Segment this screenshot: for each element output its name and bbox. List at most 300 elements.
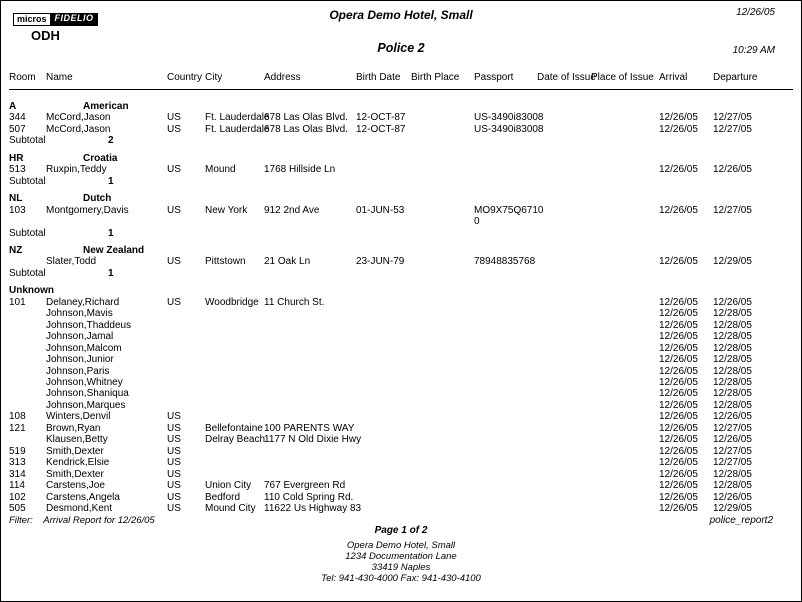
cell-birth_place: [411, 205, 474, 228]
cell-arrival: 12/26/05: [659, 388, 698, 400]
cell-room: [9, 320, 46, 331]
cell-departure: 12/26/05: [713, 164, 752, 176]
cell-birth_date: [356, 400, 411, 411]
cell-address: 912 2nd Ave: [264, 204, 320, 216]
cell-arrival: 12/26/05: [659, 468, 698, 480]
cell-departure: 12/26/05: [713, 296, 752, 308]
cell-city: Delray Beach: [205, 434, 266, 446]
table-row: [9, 205, 801, 228]
cell-arrival: 12/26/05: [659, 296, 698, 308]
table-row: [9, 411, 801, 422]
cell-name: Johnson,Junior: [46, 354, 114, 366]
footer-address-line1: 1234 Documentation Lane: [345, 551, 457, 562]
cell-passport: [474, 480, 545, 491]
cell-country: [167, 354, 205, 365]
cell-country: US: [167, 457, 181, 469]
cell-name: Smith,Dexter: [46, 445, 104, 457]
cell-departure: 12/28/05: [713, 468, 752, 480]
table-row: [9, 423, 801, 434]
cell-room: 101: [9, 296, 26, 308]
cell-address: [264, 354, 356, 365]
cell-country: US: [167, 112, 181, 124]
hotel-address-block: [1, 540, 801, 584]
cell-country: US: [167, 164, 181, 176]
table-row: [9, 434, 801, 445]
cell-birth_place: [411, 423, 474, 434]
cell-departure: 12/28/05: [713, 331, 752, 343]
cell-departure: 12/28/05: [713, 388, 752, 400]
table-row: [9, 112, 801, 123]
cell-place_of_issue: [591, 205, 659, 228]
cell-passport: [474, 423, 545, 434]
cell-birth_place: [411, 434, 474, 445]
cell-place_of_issue: [591, 434, 659, 445]
cell-birth_place: [411, 112, 474, 123]
cell-date_of_issue: [537, 112, 591, 123]
cell-place_of_issue: [591, 354, 659, 365]
table-row: [9, 446, 801, 457]
report-title: Police 2: [377, 41, 425, 55]
cell-date_of_issue: [537, 124, 591, 135]
cell-birth_place: [411, 308, 474, 319]
cell-place_of_issue: [591, 469, 659, 480]
cell-date_of_issue: [537, 331, 591, 342]
cell-country: [167, 320, 205, 331]
cell-city: New York: [205, 204, 248, 216]
cell-name: Johnson,Thaddeus: [46, 319, 132, 331]
cell-place_of_issue: [591, 331, 659, 342]
subtotal-count: 1: [108, 227, 114, 239]
column-header-address: Address: [264, 72, 301, 83]
cell-room: 519: [9, 445, 26, 457]
cell-birth_date: 01-JUN-53: [356, 204, 405, 216]
cell-arrival: 12/26/05: [659, 164, 698, 176]
cell-date_of_issue: [537, 205, 591, 228]
cell-birth_date: [356, 434, 411, 445]
cell-birth_date: 12-OCT-87: [356, 112, 406, 124]
cell-birth_date: [356, 457, 411, 468]
cell-place_of_issue: [591, 256, 659, 267]
group-code: Unknown: [9, 285, 54, 297]
cell-departure: 12/26/05: [713, 411, 752, 423]
cell-country: [167, 388, 205, 399]
cell-address: [264, 469, 356, 480]
cell-address: [264, 388, 356, 399]
cell-birth_date: [356, 297, 411, 308]
cell-name: Smith,Dexter: [46, 468, 104, 480]
cell-arrival: 12/26/05: [659, 399, 698, 411]
cell-passport: [474, 434, 545, 445]
group-name-cell: [46, 245, 167, 256]
cell-name: Slater,Todd: [46, 256, 97, 268]
cell-birth_place: [411, 446, 474, 457]
cell-birth_place: [411, 388, 474, 399]
cell-birth_place: [411, 331, 474, 342]
cell-birth_date: [356, 446, 411, 457]
cell-room: 344: [9, 112, 26, 124]
column-header-country: Country: [167, 72, 203, 83]
cell-departure: 12/28/05: [713, 319, 752, 331]
cell-city: Mound City: [205, 502, 256, 514]
cell-name: Carstens,Angela: [46, 491, 120, 503]
cell-room: 114: [9, 480, 25, 492]
group-header-row: [9, 153, 801, 164]
cell-room: [9, 400, 46, 411]
cell-room: 103: [9, 204, 26, 216]
cell-address: 678 Las Olas Blvd.: [264, 123, 348, 135]
cell-room: [9, 354, 46, 365]
cell-birth_place: [411, 343, 474, 354]
property-code: ODH: [31, 28, 60, 43]
cell-country: US: [167, 296, 181, 308]
cell-name: Johnson,Shaniqua: [46, 388, 129, 400]
table-row: [9, 320, 801, 331]
table-row: [9, 492, 801, 503]
cell-place_of_issue: [591, 124, 659, 135]
cell-date_of_issue: [537, 400, 591, 411]
cell-passport: [474, 320, 545, 331]
cell-country: US: [167, 502, 181, 514]
table-row: [9, 124, 801, 135]
cell-birth_date: [356, 366, 411, 377]
cell-city: Ft. Lauderdale: [205, 123, 270, 135]
cell-room: 507: [9, 123, 26, 135]
footer-hotel-name: Opera Demo Hotel, Small: [346, 540, 456, 551]
cell-departure: 12/26/05: [713, 434, 752, 446]
cell-date_of_issue: [537, 492, 591, 503]
cell-birth_date: [356, 331, 411, 342]
cell-city: [205, 308, 264, 319]
cell-place_of_issue: [591, 297, 659, 308]
cell-city: [205, 388, 264, 399]
cell-passport: [474, 469, 545, 480]
report-header: [1, 1, 801, 96]
cell-date_of_issue: [537, 256, 591, 267]
cell-room: 121: [9, 422, 26, 434]
cell-address: 11 Church St.: [264, 296, 325, 308]
cell-date_of_issue: [537, 469, 591, 480]
group-code: NL: [9, 193, 23, 205]
cell-date_of_issue: [537, 457, 591, 468]
cell-date_of_issue: [537, 354, 591, 365]
cell-address: 100 PARENTS WAY: [264, 422, 355, 434]
subtotal-count-cell: [46, 228, 167, 239]
footer-address-line2: 33419 Naples: [371, 562, 431, 573]
subtotal-label: Subtotal: [9, 267, 46, 279]
subtotal-row: [9, 176, 801, 187]
report-footer: [1, 513, 801, 601]
cell-city: Union City: [205, 480, 252, 492]
cell-address: [264, 320, 356, 331]
subtotal-label: Subtotal: [9, 175, 46, 187]
cell-departure: 12/27/05: [713, 123, 752, 135]
table-row: [9, 469, 801, 480]
cell-date_of_issue: [537, 366, 591, 377]
cell-city: [205, 354, 264, 365]
cell-address: 110 Cold Spring Rd.: [264, 491, 354, 503]
table-row: [9, 343, 801, 354]
cell-date_of_issue: [537, 308, 591, 319]
footer-address-line3: Tel: 941-430-4000 Fax: 941-430-4100: [321, 573, 481, 584]
country-group: [9, 193, 801, 239]
cell-city: [205, 400, 264, 411]
cell-city: Ft. Lauderdale: [205, 112, 270, 124]
cell-birth_date: [356, 388, 411, 399]
cell-room: [9, 388, 46, 399]
table-row: [9, 366, 801, 377]
cell-address: [264, 377, 356, 388]
cell-address: [264, 400, 356, 411]
cell-address: 1177 N Old Dixie Hwy: [264, 434, 362, 446]
cell-country: US: [167, 480, 181, 492]
subtotal-row: [9, 135, 801, 146]
cell-departure: 12/29/05: [713, 256, 752, 268]
group-header-row: [9, 245, 801, 256]
cell-room: 102: [9, 491, 26, 503]
cell-departure: 12/29/05: [713, 502, 752, 514]
cell-room: [9, 308, 46, 319]
cell-passport: [474, 492, 545, 503]
cell-room: 313: [9, 457, 26, 469]
cell-arrival: 12/26/05: [659, 123, 698, 135]
filter-label: Filter:: [9, 515, 33, 526]
cell-place_of_issue: [591, 320, 659, 331]
cell-date_of_issue: [537, 411, 591, 422]
subtotal-count-cell: [46, 176, 167, 187]
cell-name: Johnson,Mavis: [46, 308, 113, 320]
cell-passport: [474, 388, 545, 399]
cell-date_of_issue: [537, 388, 591, 399]
cell-passport: 78948835768: [474, 256, 536, 268]
cell-birth_date: 12-OCT-87: [356, 123, 406, 135]
cell-date_of_issue: [537, 480, 591, 491]
cell-room: [9, 343, 46, 354]
group-header-row: [9, 101, 801, 112]
cell-arrival: 12/26/05: [659, 376, 698, 388]
cell-place_of_issue: [591, 411, 659, 422]
table-row: [9, 256, 801, 267]
subtotal-count: 2: [108, 135, 114, 147]
cell-birth_date: [356, 320, 411, 331]
cell-name: Johnson,Malcom: [46, 342, 122, 354]
cell-passport: [474, 411, 545, 422]
cell-departure: 12/27/05: [713, 204, 752, 216]
cell-address: 767 Evergreen Rd: [264, 480, 346, 492]
cell-address: 21 Oak Ln: [264, 256, 311, 268]
cell-name: McCord,Jason: [46, 123, 111, 135]
cell-name: Johnson,Whitney: [46, 376, 123, 388]
cell-name: Desmond,Kent: [46, 502, 113, 514]
cell-name: Johnson,Jamal: [46, 331, 114, 343]
table-row: [9, 354, 801, 365]
cell-arrival: 12/26/05: [659, 308, 698, 320]
cell-date_of_issue: [537, 320, 591, 331]
cell-place_of_issue: [591, 343, 659, 354]
group-header-row: [9, 285, 801, 296]
cell-arrival: 12/26/05: [659, 491, 698, 503]
report-time: 10:29 AM: [732, 45, 775, 56]
table-row: [9, 308, 801, 319]
report-date: 12/26/05: [736, 7, 775, 18]
table-row: [9, 297, 801, 308]
subtotal-row: [9, 228, 801, 239]
cell-name: Johnson,Marques: [46, 399, 126, 411]
cell-city: [205, 411, 264, 422]
cell-departure: 12/28/05: [713, 480, 752, 492]
cell-place_of_issue: [591, 366, 659, 377]
subtotal-row: [9, 268, 801, 279]
cell-name: Johnson,Paris: [46, 365, 110, 377]
cell-address: 678 Las Olas Blvd.: [264, 112, 348, 124]
table-row: [9, 388, 801, 399]
cell-departure: 12/27/05: [713, 445, 752, 457]
column-header-arrival: Arrival: [659, 72, 688, 83]
cell-place_of_issue: [591, 423, 659, 434]
cell-departure: 12/28/05: [713, 376, 752, 388]
cell-departure: 12/27/05: [713, 112, 752, 124]
cell-place_of_issue: [591, 308, 659, 319]
cell-room: 505: [9, 502, 26, 514]
country-group: [9, 245, 801, 279]
filter-value: Arrival Report for 12/26/05: [43, 515, 155, 526]
cell-room: 314: [9, 468, 26, 480]
cell-name: Winters,Denvil: [46, 411, 111, 423]
cell-departure: 12/28/05: [713, 342, 752, 354]
subtotal-count-cell: [46, 135, 167, 146]
logo-micros-text: micros: [13, 13, 51, 26]
cell-name: Montgomery,Davis: [46, 204, 129, 216]
cell-country: US: [167, 434, 181, 446]
cell-place_of_issue: [591, 400, 659, 411]
cell-passport: [474, 366, 545, 377]
column-header-departure: Departure: [713, 72, 758, 83]
cell-departure: 12/28/05: [713, 399, 752, 411]
cell-place_of_issue: [591, 388, 659, 399]
cell-birth_place: [411, 400, 474, 411]
cell-birth_place: [411, 492, 474, 503]
cell-departure: 12/27/05: [713, 457, 752, 469]
cell-birth_place: [411, 256, 474, 267]
cell-birth_place: [411, 377, 474, 388]
country-group: [9, 285, 801, 514]
cell-birth_place: [411, 469, 474, 480]
cell-country: US: [167, 491, 181, 503]
cell-birth_place: [411, 320, 474, 331]
report-id: police_report2: [709, 515, 773, 526]
column-header-passport: Passport: [474, 72, 514, 83]
cell-birth_date: [356, 354, 411, 365]
cell-arrival: 12/26/05: [659, 434, 698, 446]
group-name-cell: [46, 153, 167, 164]
cell-arrival: 12/26/05: [659, 256, 698, 268]
cell-city: [205, 331, 264, 342]
cell-country: US: [167, 256, 181, 268]
table-row: [9, 457, 801, 468]
cell-passport: [474, 457, 545, 468]
cell-arrival: 12/26/05: [659, 354, 698, 366]
cell-arrival: 12/26/05: [659, 365, 698, 377]
cell-arrival: 12/26/05: [659, 480, 698, 492]
cell-arrival: 12/26/05: [659, 204, 698, 216]
cell-city: [205, 469, 264, 480]
cell-country: [167, 366, 205, 377]
cell-birth_date: [356, 469, 411, 480]
header-rule: [9, 89, 793, 90]
table-row: [9, 480, 801, 491]
group-name-cell: [46, 285, 167, 296]
cell-birth_date: [356, 164, 411, 175]
column-header-name: Name: [46, 72, 73, 83]
cell-passport: [474, 343, 545, 354]
table-row: [9, 331, 801, 342]
group-country-name: Croatia: [83, 152, 118, 164]
cell-date_of_issue: [537, 446, 591, 457]
report-body: [1, 96, 801, 514]
column-header-row: [9, 72, 801, 83]
cell-city: Pittstown: [205, 256, 246, 268]
cell-arrival: 12/26/05: [659, 342, 698, 354]
subtotal-label: Subtotal: [9, 135, 46, 147]
cell-date_of_issue: [537, 343, 591, 354]
cell-place_of_issue: [591, 492, 659, 503]
cell-country: US: [167, 204, 181, 216]
cell-passport: [474, 446, 545, 457]
cell-birth_place: [411, 297, 474, 308]
cell-date_of_issue: [537, 423, 591, 434]
cell-address: [264, 308, 356, 319]
cell-place_of_issue: [591, 164, 659, 175]
column-header-room: Room: [9, 72, 36, 83]
cell-arrival: 12/26/05: [659, 411, 698, 423]
cell-country: US: [167, 422, 181, 434]
cell-country: [167, 400, 205, 411]
cell-room: [9, 256, 46, 267]
cell-birth_date: [356, 308, 411, 319]
cell-city: [205, 446, 264, 457]
cell-departure: 12/28/05: [713, 365, 752, 377]
cell-passport: US-3490i83008: [474, 112, 544, 124]
cell-arrival: 12/26/05: [659, 502, 698, 514]
group-country-name: [46, 285, 83, 296]
cell-place_of_issue: [591, 377, 659, 388]
cell-place_of_issue: [591, 446, 659, 457]
group-name-cell: [46, 193, 167, 204]
cell-country: [167, 331, 205, 342]
cell-birth_place: [411, 457, 474, 468]
cell-address: [264, 457, 356, 468]
cell-room: [9, 434, 46, 445]
cell-address: [264, 366, 356, 377]
cell-place_of_issue: [591, 457, 659, 468]
column-header-birth_date: Birth Date: [356, 72, 401, 83]
cell-birth_date: [356, 492, 411, 503]
cell-country: [167, 343, 205, 354]
logo-fidelio-text: FIDELIO: [51, 13, 98, 26]
cell-passport: [474, 308, 545, 319]
cell-birth_place: [411, 480, 474, 491]
cell-room: [9, 377, 46, 388]
cell-address: 11622 Us Highway 83: [264, 502, 362, 514]
group-code: HR: [9, 152, 24, 164]
cell-birth_date: 23-JUN-79: [356, 256, 405, 268]
cell-city: Mound: [205, 164, 236, 176]
cell-name: Klausen,Betty: [46, 434, 108, 446]
subtotal-label: Subtotal: [9, 227, 46, 239]
cell-place_of_issue: [591, 112, 659, 123]
cell-address: [264, 446, 356, 457]
cell-birth_place: [411, 411, 474, 422]
cell-room: 513: [9, 164, 26, 176]
